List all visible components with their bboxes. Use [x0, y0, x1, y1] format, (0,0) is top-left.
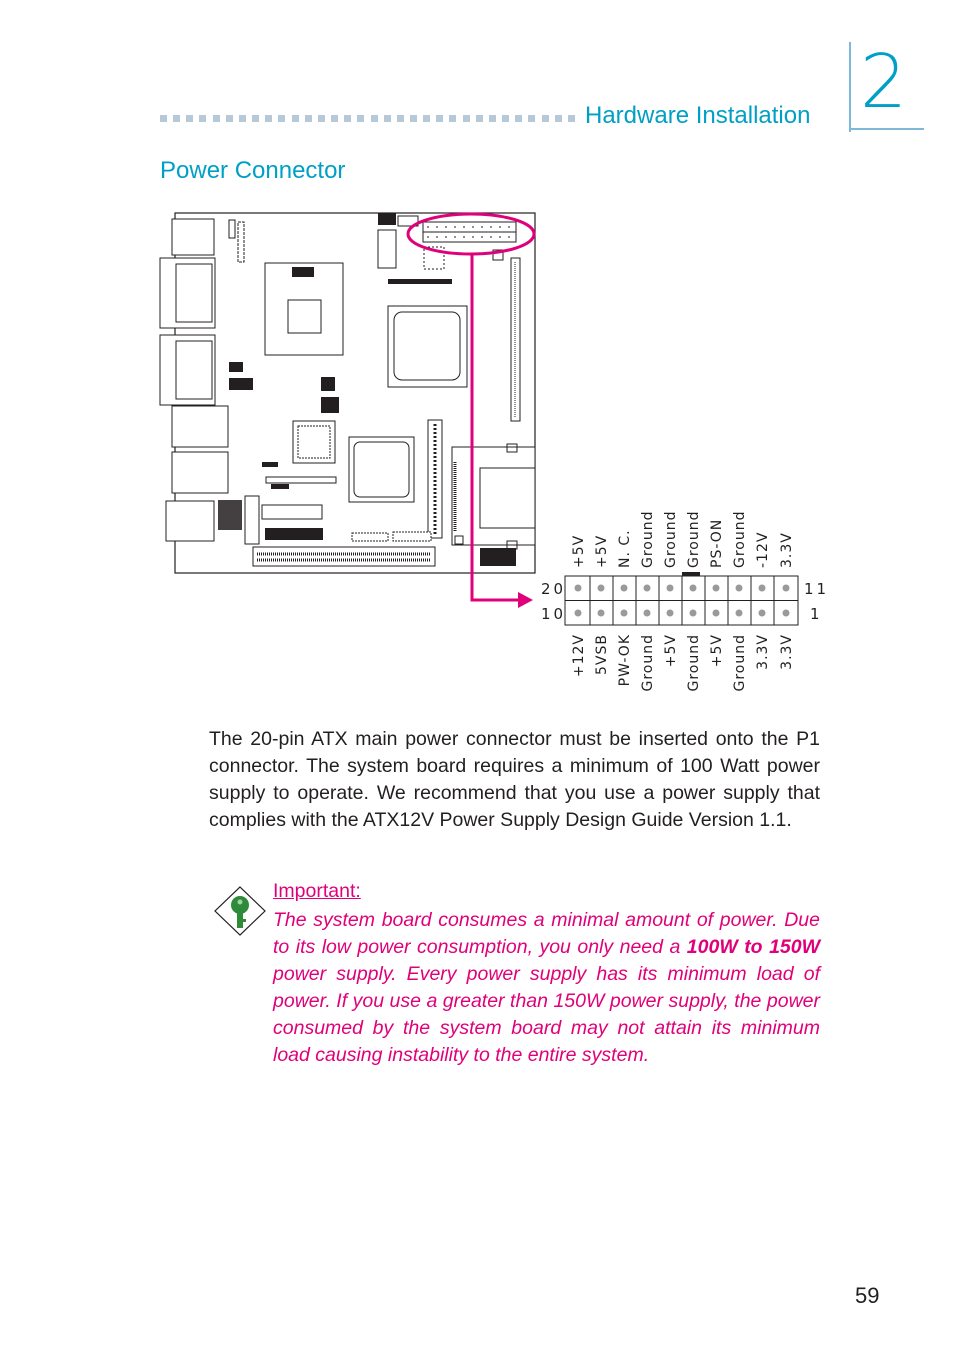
- bottom-pin-label: +12V: [571, 634, 587, 678]
- top-pin-label: Ground: [663, 510, 679, 568]
- bottom-pin-label: 5VSB: [594, 634, 610, 675]
- important-note: [273, 907, 820, 1069]
- pin-label-11: 11: [804, 580, 830, 598]
- top-pin-label: Ground: [686, 510, 702, 568]
- bottom-pin-label: Ground: [640, 634, 656, 692]
- pci-slot: [253, 547, 435, 566]
- important-text-emphasis: 100W to 150W: [686, 936, 821, 958]
- important-text-part: power supply. Every power supply has its minimum load of power. If you use a greater than 150W power supply, the power consumed by the system board may not attain its minimum load causing instability to the entire system.: [273, 963, 820, 1066]
- io-port-top: [172, 219, 214, 255]
- serial-port-2: [160, 335, 215, 405]
- audio-port: [166, 501, 214, 541]
- pin-label-20: 20: [541, 580, 567, 598]
- bottom-pin-label: +5V: [663, 634, 679, 668]
- bottom-pin-label: Ground: [732, 634, 748, 692]
- usb-port-1: [172, 406, 228, 447]
- key-icon: [213, 885, 267, 937]
- connector-pointer-arrow: [518, 592, 533, 608]
- body-paragraph: The 20-pin ATX main power connector must be inserted onto the P1 connector. The system board requires a minimum of 100 Watt power supply to operate. We recommend that you use a power supply that complies with the ATX12V Power Supply Design Guide Version 1.1.: [209, 728, 820, 831]
- chapter-number: 2: [860, 39, 908, 125]
- bottom-pin-label: PW-OK: [617, 634, 633, 687]
- top-pin-label: Ground: [732, 510, 748, 568]
- important-text-part: The system board consumes a minimal amount of power. Due to its low power consumption, you only need a: [273, 909, 820, 958]
- important-label: Important:: [273, 880, 361, 902]
- top-pin-label: Ground: [640, 510, 656, 568]
- io-chip: [293, 421, 335, 463]
- top-pin-label: +5V: [594, 534, 610, 568]
- section-title: Power Connector: [160, 157, 346, 184]
- pin-label-10: 10: [541, 605, 567, 623]
- bottom-pin-label: 3.3V: [755, 634, 771, 670]
- page-number: 59: [855, 1283, 880, 1308]
- top-pin-label: 3.3V: [779, 532, 795, 568]
- lan-port: [172, 452, 228, 493]
- top-pin-label: N. C.: [617, 529, 633, 568]
- bottom-pin-label: 3.3V: [779, 634, 795, 670]
- header-title: Hardware Installation: [585, 102, 811, 129]
- top-pin-label: +5V: [571, 534, 587, 568]
- serial-port-1: [160, 258, 215, 328]
- top-pin-label: PS-ON: [709, 518, 725, 568]
- bottom-pin-label: Ground: [686, 634, 702, 692]
- pin-label-1: 1: [810, 605, 820, 623]
- top-pin-label: -12V: [755, 531, 771, 568]
- bottom-pin-label: +5V: [709, 634, 725, 668]
